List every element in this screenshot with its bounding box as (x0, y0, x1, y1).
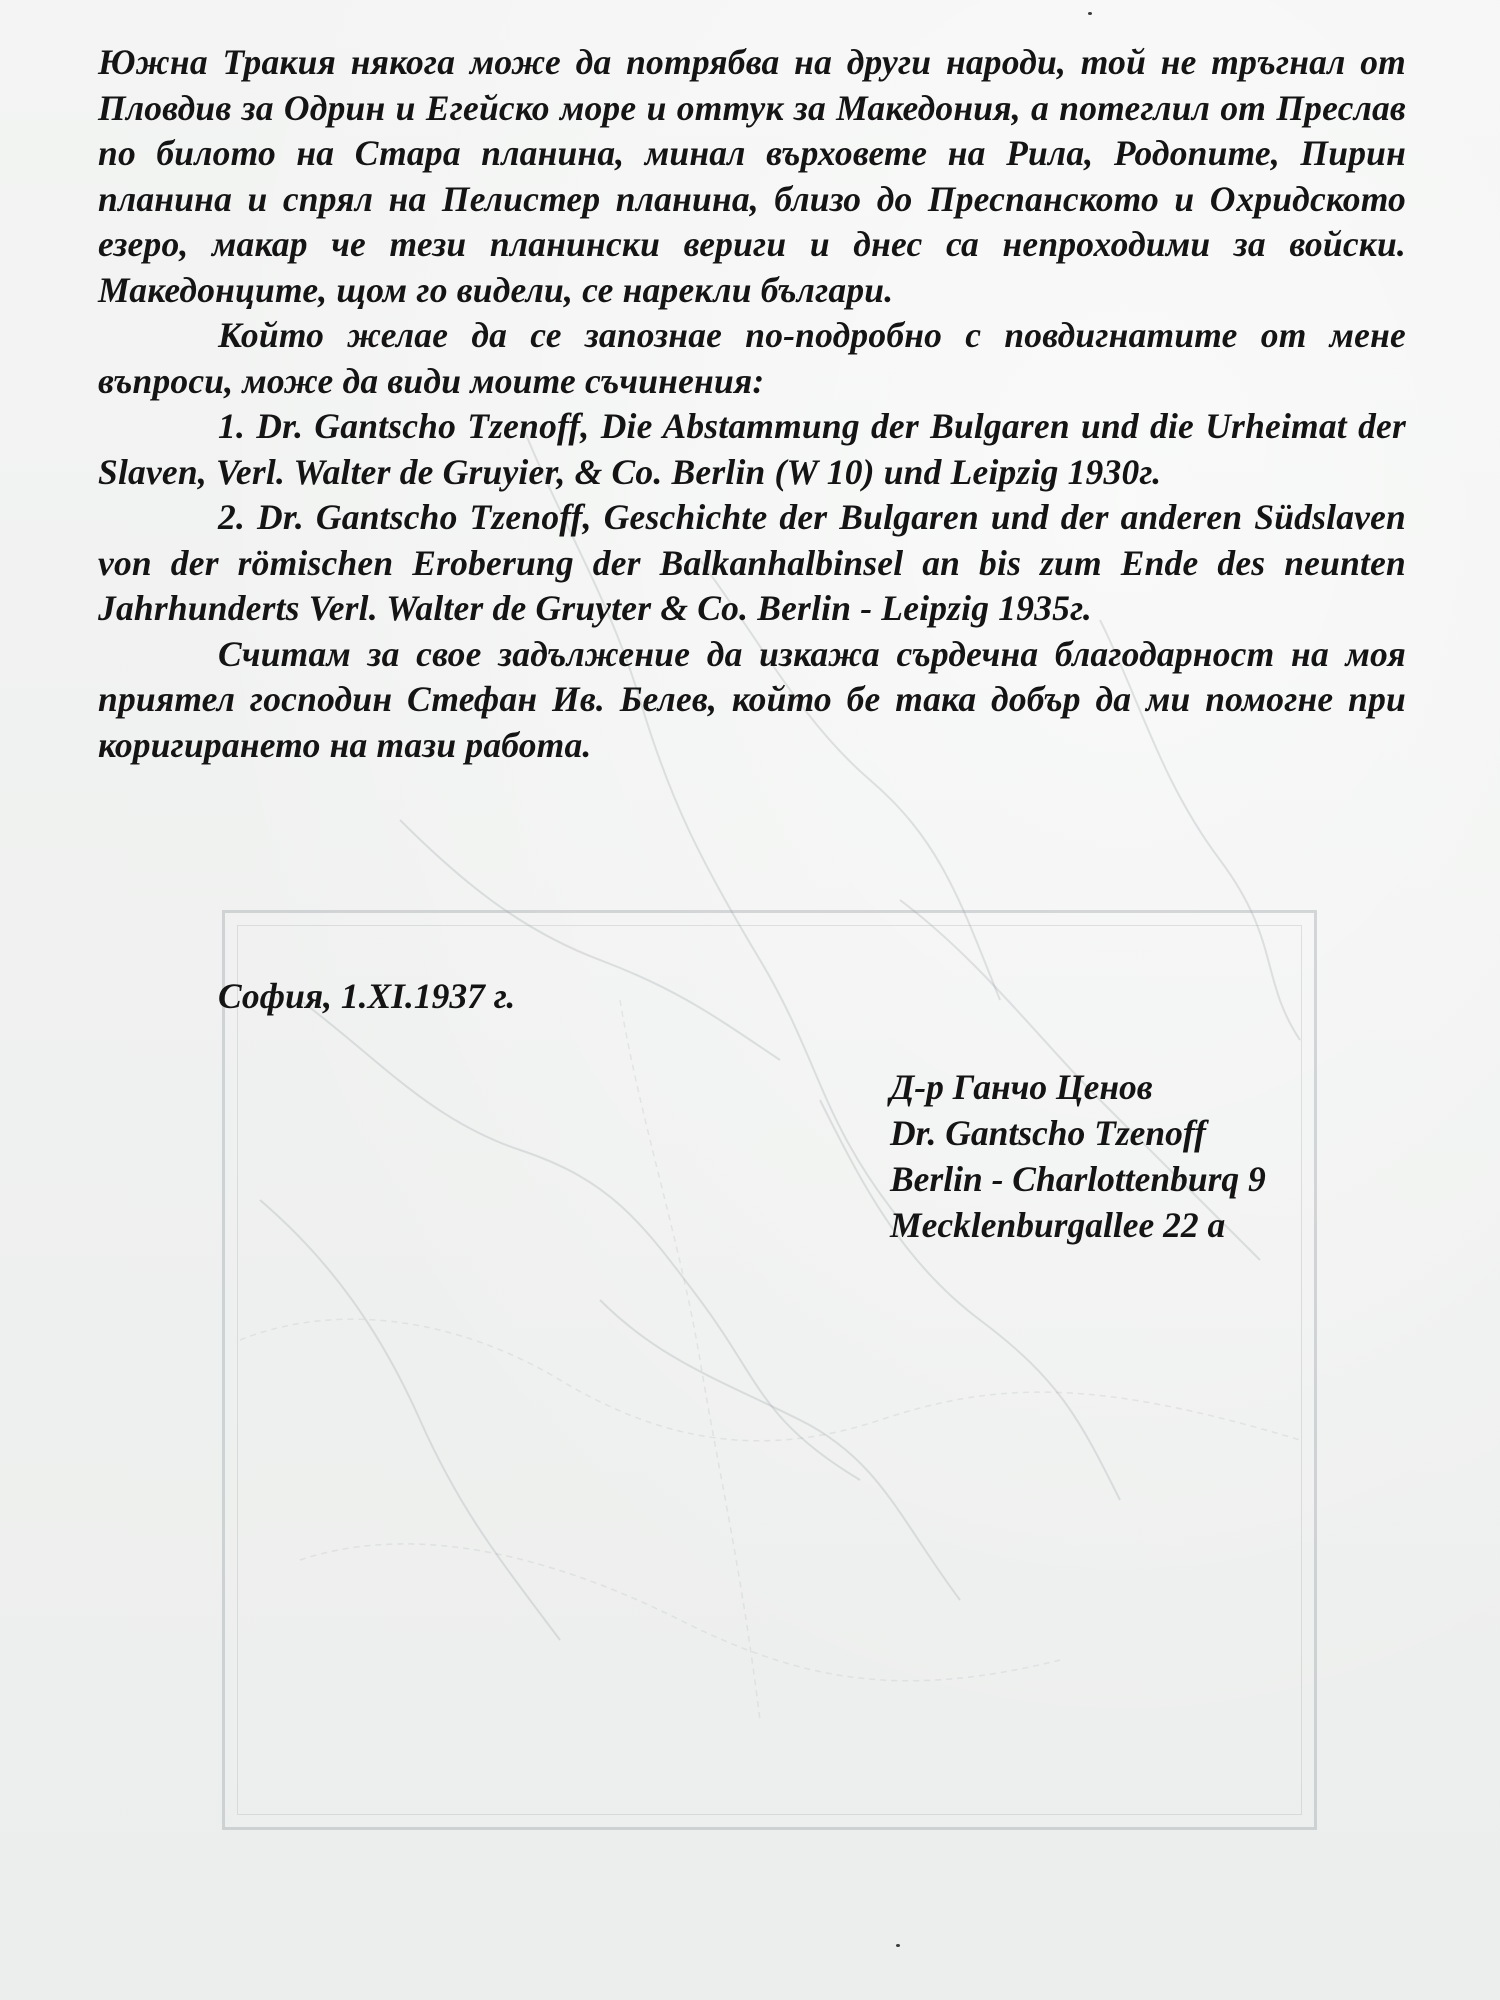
map-frame-inner (237, 925, 1302, 1815)
signature-block (890, 1064, 1266, 1248)
paragraph-acknowledgement: Считам за свое задължение да изкажа сърдечна благодарност на моя приятел господин Стефан Ив. Белев, който бе така добър да ми помогне при коригирането на тази работа. (98, 633, 1406, 765)
main-text (98, 40, 1406, 768)
paragraph-continuation: Южна Тракия някога може да потрябва на други народи, той не тръгнал от Пловдив за Одрин и Егейско море и оттук за Македония, а потеглил от Преслав по билото на Стара планина, минал върховете на Рила, Родопите, Пирин планина и спрял на Пелистер планина, близо до Преспанското и Охридското езеро, макар че тези планински вериги и днес са непроходими за войски. Македонците, щом го видели, се нарекли българи. (98, 42, 1406, 310)
place-and-date: София, 1.XI.1937 г. (218, 976, 516, 1016)
paper-speck (1088, 12, 1092, 15)
address-line-2: Mecklenburgallee 22 a (890, 1205, 1226, 1245)
reference-item-1: 1. Dr. Gantscho Tzenoff, Die Abstammung der Bulgaren und die Urheimat der Slaven, Verl. Walter de Gruyier, & Co. Berlin (W 10) und Leipzig 1930г. (98, 406, 1406, 492)
map-frame (222, 910, 1317, 1830)
paragraph-works-intro: Който желае да се запознае по-подробно с повдигнатите от мене въпроси, може да види моите съчинения: (98, 315, 1406, 401)
reference-item-2: 2. Dr. Gantscho Tzenoff, Geschichte der Bulgaren und der anderen Südslaven von der römischen Eroberung der Balkanhalbinsel an bis zum Ende des neunten Jahrhunderts Verl. Walter de Gruyter & Co. Berlin - Leipzig 1935г. (98, 497, 1406, 628)
address-line-1: Berlin - Charlottenburq 9 (890, 1159, 1266, 1199)
paper-speck (896, 1944, 900, 1947)
author-name-german: Dr. Gantscho Tzenoff (890, 1113, 1206, 1153)
author-name-bulgarian: Д-р Ганчо Ценов (890, 1067, 1153, 1107)
